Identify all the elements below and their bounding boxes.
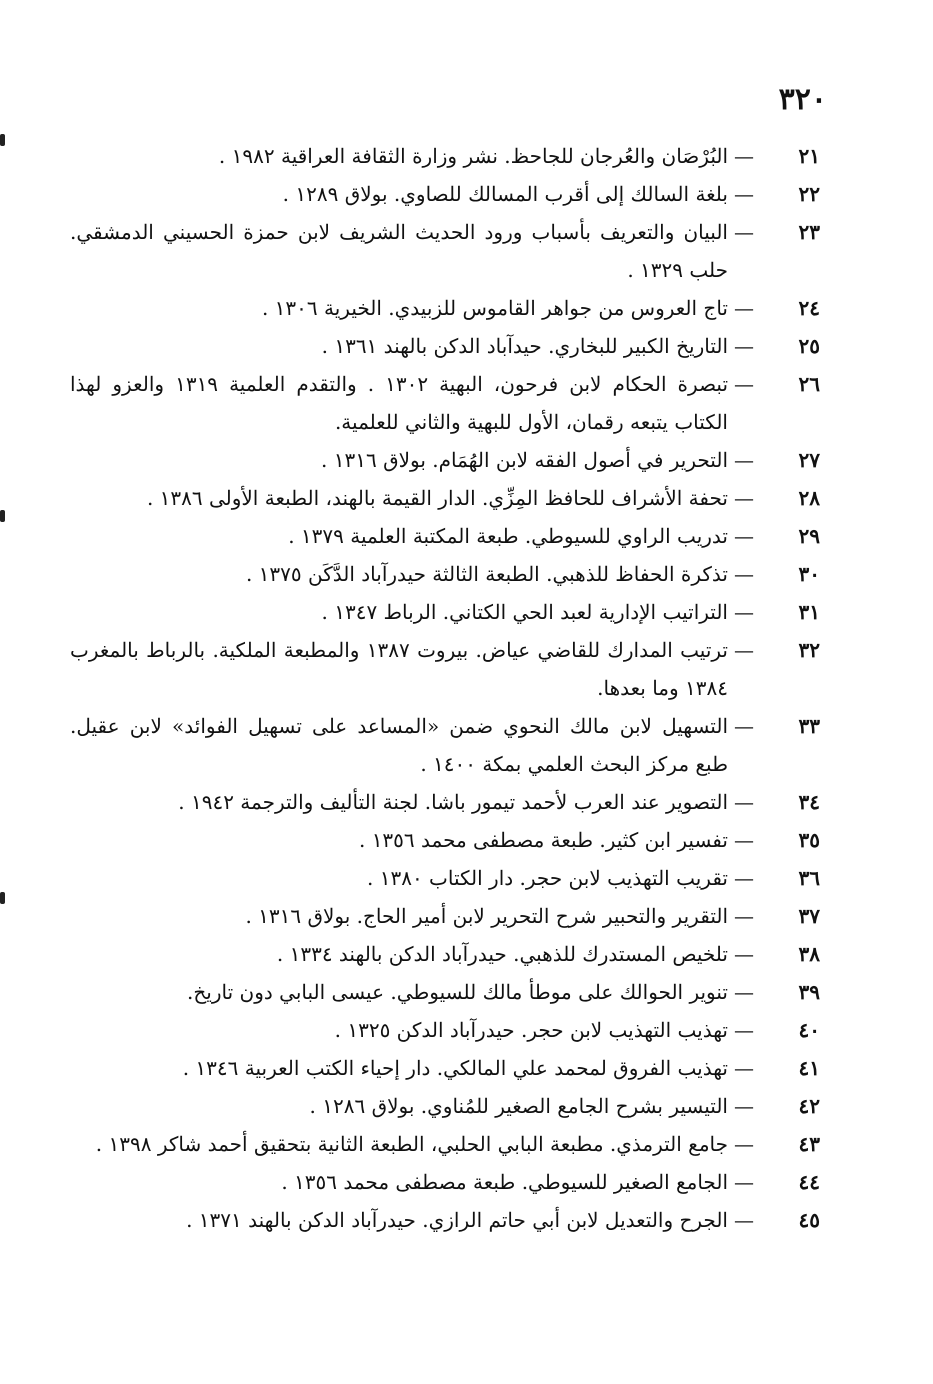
bibliography-entry [70, 213, 820, 289]
entry-text: ترتيب المدارك للقاضي عياض. بيروت ١٣٨٧ والمطبعة الملكية. بالرباط بالمغرب ١٣٨٤ وما بعدها. [70, 638, 728, 700]
bibliography-entry [70, 859, 820, 897]
entry-dash: — [734, 980, 754, 1004]
entry-dash: — [734, 562, 754, 586]
entry-text: جامع الترمذي. مطبعة البابي الحلبي، الطبعة الثانية بتحقيق أحمد شاكر ١٣٩٨ . [95, 1132, 728, 1156]
entry-text: التقرير والتحبير شرح التحرير لابن أمير الحاج. بولاق ١٣١٦ . [245, 904, 728, 928]
entry-number: ٢١ [798, 144, 820, 168]
entry-number: ٢٧ [798, 448, 820, 472]
entry-dash: — [734, 182, 754, 206]
bibliography-entry [70, 1201, 820, 1239]
entry-dash: — [734, 144, 754, 168]
bibliography-entry [70, 897, 820, 935]
margin-mark [0, 134, 5, 146]
entry-number: ٣٨ [798, 942, 820, 966]
entry-dash: — [734, 1132, 754, 1156]
entry-text: الجامع الصغير للسيوطي. طبعة مصطفى محمد ١٣٥٦ . [281, 1170, 728, 1194]
entry-dash: — [734, 714, 754, 738]
entry-number: ٤٠ [798, 1018, 820, 1042]
entry-text: البيان والتعريف بأسباب ورود الحديث الشريف لابن حمزة الحسيني الدمشقي. حلب ١٣٢٩ . [70, 220, 728, 282]
entry-text: تفسير ابن كثير. طبعة مصطفى محمد ١٣٥٦ . [358, 828, 728, 852]
bibliography-entry [70, 555, 820, 593]
bibliography-entry [70, 327, 820, 365]
bibliography-entry [70, 175, 820, 213]
entry-dash: — [734, 220, 754, 244]
bibliography-entry [70, 441, 820, 479]
bibliography-entry [70, 821, 820, 859]
entry-text: تهذيب الفروق لمحمد علي المالكي. دار إحياء الكتب العربية ١٣٤٦ . [182, 1056, 728, 1080]
entry-text: الجرح والتعديل لابن أبي حاتم الرازي. حيدرآباد الدكن بالهند ١٣٧١ . [186, 1208, 728, 1232]
entry-text: تحفة الأشراف للحافظ المِزِّي. الدار القيمة بالهند، الطبعة الأولى ١٣٨٦ . [146, 486, 728, 510]
entry-number: ٣٥ [798, 828, 820, 852]
entry-text: تاج العروس من جواهر القاموس للزبيدي. الخيرية ١٣٠٦ . [261, 296, 728, 320]
entry-text: تهذيب التهذيب لابن حجر. حيدرآباد الدكن ١٣٢٥ . [334, 1018, 728, 1042]
entry-text: تبصرة الحكام لابن فرحون، البهية ١٣٠٢ . والتقدم العلمية ١٣١٩ والعزو لهذا الكتاب يتبعه رقمان، الأول للبهية والثاني للعلمية. [70, 372, 729, 434]
entry-number: ٢٣ [798, 220, 820, 244]
bibliography-entry [70, 479, 820, 517]
entry-dash: — [734, 638, 754, 662]
bibliography-entry [70, 517, 820, 555]
entry-number: ٢٢ [798, 182, 820, 206]
entry-dash: — [734, 334, 754, 358]
entry-text: التراتيب الإدارية لعبد الحي الكتاني. الرباط ١٣٤٧ . [321, 600, 728, 624]
entry-dash: — [734, 1208, 754, 1232]
entry-number: ٣٧ [798, 904, 820, 928]
entry-number: ٢٦ [798, 372, 820, 396]
bibliography-entry [70, 289, 820, 327]
entry-number: ٤٣ [798, 1132, 820, 1156]
bibliography-entry [70, 1087, 820, 1125]
entry-dash: — [734, 828, 754, 852]
bibliography-entry [70, 365, 820, 441]
entry-dash: — [734, 1170, 754, 1194]
entry-number: ٣٦ [798, 866, 820, 890]
entry-text: التاريخ الكبير للبخاري. حيدآباد الدكن بالهند ١٣٦١ . [321, 334, 728, 358]
entry-text: بلغة السالك إلى أقرب المسالك للصاوي. بولاق ١٢٨٩ . [282, 182, 728, 206]
entry-number: ٢٩ [798, 524, 820, 548]
bibliography-entry [70, 1125, 820, 1163]
entry-dash: — [734, 524, 754, 548]
bibliography-entry [70, 1163, 820, 1201]
entry-text: تقريب التهذيب لابن حجر. دار الكتاب ١٣٨٠ . [367, 866, 728, 890]
entry-dash: — [734, 372, 754, 396]
entry-text: التصوير عند العرب لأحمد تيمور باشا. لجنة التأليف والترجمة ١٩٤٢ . [178, 790, 728, 814]
entry-dash: — [734, 866, 754, 890]
page-number: ٣٢٠ [778, 82, 827, 117]
entry-number: ٢٥ [798, 334, 820, 358]
entry-text: تنوير الحوالك على موطأ مالك للسيوطي. عيسى البابي دون تاريخ. [187, 980, 728, 1004]
entry-dash: — [734, 1056, 754, 1080]
entry-dash: — [734, 296, 754, 320]
bibliography-entry [70, 1011, 820, 1049]
entry-number: ٣٢ [798, 638, 820, 662]
entry-dash: — [734, 1018, 754, 1042]
entry-number: ٣٠ [798, 562, 820, 586]
entry-text: التسهيل لابن مالك النحوي ضمن «المساعد على تسهيل الفوائد» لابن عقيل. طبع مركز البحث العلمي بمكة ١٤٠٠ . [70, 714, 728, 776]
bibliography-entry [70, 783, 820, 821]
bibliography-entry [70, 631, 820, 707]
bibliography-entry [70, 707, 820, 783]
entry-number: ٣٣ [798, 714, 820, 738]
entry-dash: — [734, 942, 754, 966]
entry-number: ٣٩ [798, 980, 820, 1004]
entry-number: ٤٢ [798, 1094, 820, 1118]
margin-mark [0, 510, 5, 522]
entry-dash: — [734, 486, 754, 510]
bibliography-entry [70, 973, 820, 1011]
entry-text: تدريب الراوي للسيوطي. طبعة المكتبة العلمية ١٣٧٩ . [288, 524, 728, 548]
entry-number: ٤٥ [798, 1208, 820, 1232]
entry-dash: — [734, 904, 754, 928]
entry-dash: — [734, 600, 754, 624]
entry-number: ٣١ [798, 600, 820, 624]
entry-number: ٤١ [798, 1056, 820, 1080]
entry-number: ٢٤ [798, 296, 820, 320]
bibliography-entry [70, 1049, 820, 1087]
entry-dash: — [734, 1094, 754, 1118]
entry-number: ٣٤ [798, 790, 820, 814]
entry-number: ٤٤ [798, 1170, 820, 1194]
entry-text: تذكرة الحفاظ للذهبي. الطبعة الثالثة حيدرآباد الدَّكَن ١٣٧٥ . [245, 562, 728, 586]
margin-mark [0, 892, 5, 904]
bibliography-entry [70, 593, 820, 631]
entry-text: تلخيص المستدرك للذهبي. حيدرآباد الدكن بالهند ١٣٣٤ . [276, 942, 728, 966]
entry-text: التيسير بشرح الجامع الصغير للمُناوي. بولاق ١٢٨٦ . [309, 1094, 728, 1118]
bibliography-list [70, 137, 820, 1239]
entry-dash: — [734, 790, 754, 814]
entry-text: البُرْصَان والعُرجان للجاحظ. نشر وزارة الثقافة العراقية ١٩٨٢ . [218, 144, 728, 168]
bibliography-entry [70, 137, 820, 175]
entry-number: ٢٨ [798, 486, 820, 510]
entry-text: التحرير في أصول الفقه لابن الهُمَام. بولاق ١٣١٦ . [321, 448, 728, 472]
entry-dash: — [734, 448, 754, 472]
bibliography-entry [70, 935, 820, 973]
